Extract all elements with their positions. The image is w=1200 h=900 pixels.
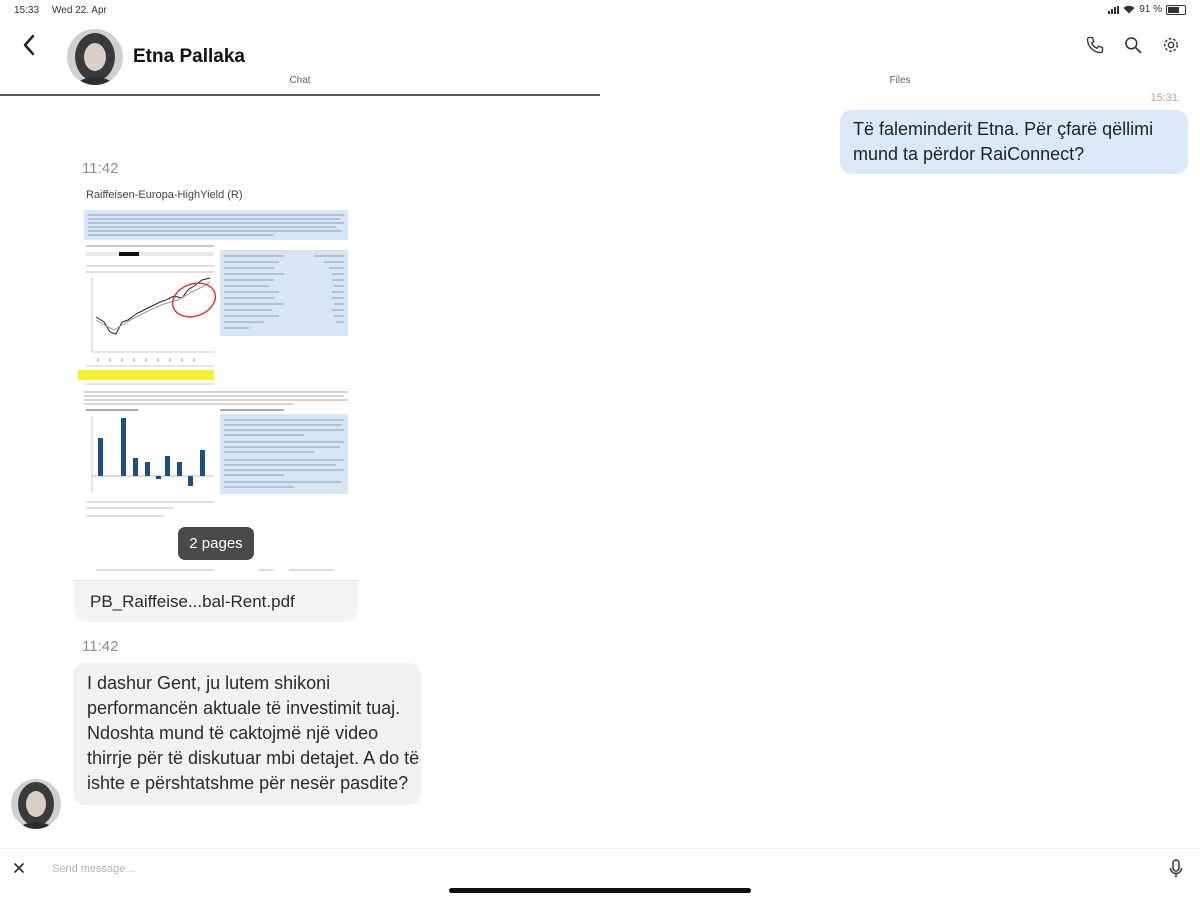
message-time-file: 11:42 xyxy=(82,160,119,177)
file-attachment-card[interactable] xyxy=(74,182,358,622)
home-indicator xyxy=(449,888,751,893)
tab-files[interactable]: Files xyxy=(889,75,911,86)
back-button[interactable] xyxy=(16,32,42,58)
search-button[interactable] xyxy=(1120,32,1146,58)
pdf-page-graphic xyxy=(74,182,358,580)
sender-avatar[interactable] xyxy=(11,779,61,829)
microphone-icon xyxy=(1169,859,1183,879)
contact-name: Etna Pallaka xyxy=(133,46,245,67)
search-icon xyxy=(1123,35,1143,55)
message-input[interactable] xyxy=(52,858,1142,880)
header-actions xyxy=(1082,32,1184,58)
close-icon xyxy=(13,862,25,874)
wifi-icon xyxy=(1123,5,1135,14)
message-time-incoming: 11:42 xyxy=(82,638,119,655)
message-bubble-outgoing[interactable]: Të faleminderit Etna. Për çfarë qëllimi mund ta përdor RaiConnect? xyxy=(840,110,1188,174)
pdf-thumbnail xyxy=(74,182,358,581)
signal-icon xyxy=(1108,6,1119,14)
microphone-button[interactable] xyxy=(1166,858,1186,880)
battery-icon xyxy=(1166,5,1186,15)
battery-percent: 91 % xyxy=(1139,4,1162,15)
settings-button[interactable] xyxy=(1158,32,1184,58)
chevron-left-icon xyxy=(22,34,36,56)
close-button[interactable] xyxy=(10,859,28,877)
phone-icon xyxy=(1085,35,1105,55)
message-composer xyxy=(0,848,1200,889)
status-bar xyxy=(0,0,1200,20)
status-time: 15:33 xyxy=(14,5,40,16)
message-time-outgoing: 15:31 xyxy=(1150,92,1178,104)
file-name: PB_Raiffeise...bal-Rent.pdf xyxy=(90,592,295,611)
status-indicators xyxy=(1108,4,1186,15)
chat-header xyxy=(0,20,1200,96)
status-date: Wed 22. Apr xyxy=(52,5,107,16)
call-button[interactable] xyxy=(1082,32,1108,58)
active-tab-indicator xyxy=(0,94,600,96)
tab-chat[interactable]: Chat xyxy=(289,75,311,86)
pdf-preview-title: Raiffeisen-Europa-HighYield (R) xyxy=(86,189,243,201)
gear-icon xyxy=(1161,35,1181,55)
page-count-badge: 2 pages xyxy=(178,527,254,560)
message-bubble-incoming[interactable]: I dashur Gent, ju lutem shikoni performancën aktuale të investimit tuaj. Ndoshta mund të caktojmë një video thirrje për të diskutuar mbi detajet. A do të ishte e përshtatshme për nesër pasdite? xyxy=(73,663,421,805)
